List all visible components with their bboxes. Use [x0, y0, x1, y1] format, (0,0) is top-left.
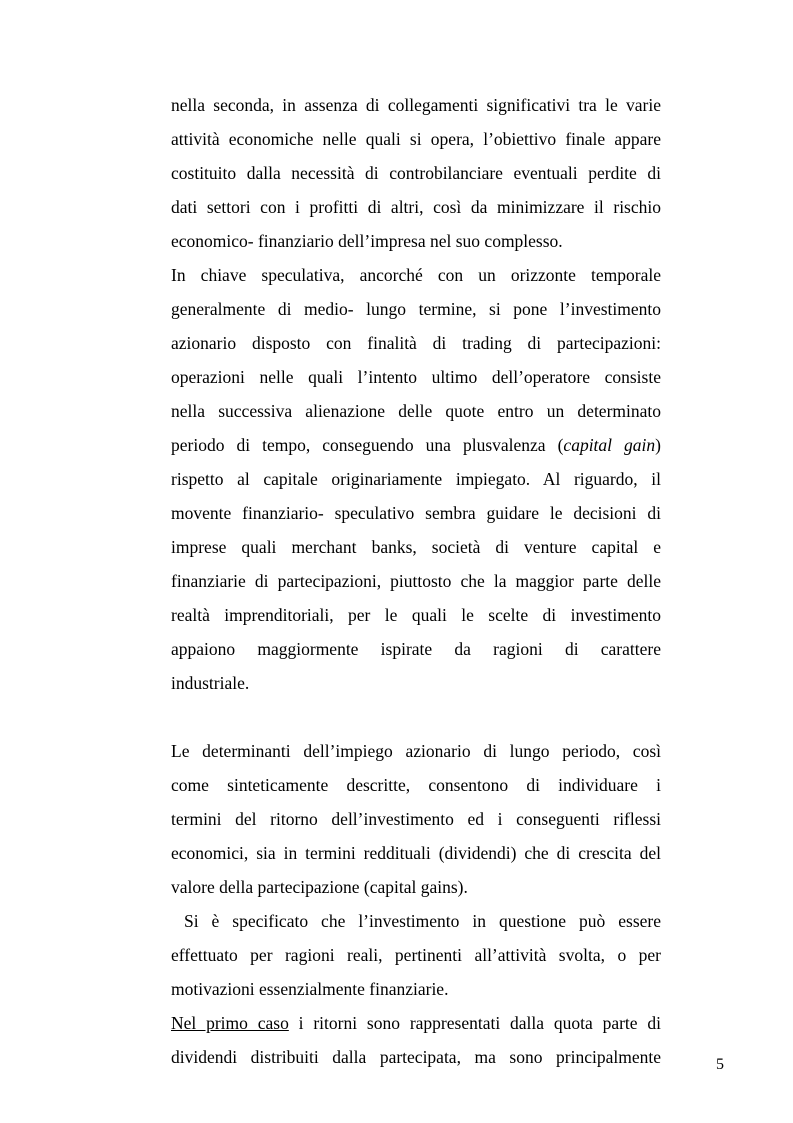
text-line: azionario disposto con finalità di trading di partecipazioni:: [171, 333, 661, 353]
text-line: economico- finanziario dell’impresa nel suo complesso.: [171, 231, 563, 251]
text-line: nella seconda, in assenza di collegamenti significativi tra le varie: [171, 95, 661, 115]
text-line: industriale.: [171, 673, 250, 693]
body-text: [171, 88, 661, 1074]
paragraph-spacer: [171, 700, 661, 734]
text-line: termini del ritorno dell’investimento ed i conseguenti riflessi: [171, 809, 661, 829]
text-line: Le determinanti dell’impiego azionario di lungo periodo, così: [171, 741, 661, 761]
text-line: generalmente di medio- lungo termine, si pone l’investimento: [171, 299, 661, 319]
text-line: finanziarie di partecipazioni, piuttosto che la maggior parte delle: [171, 571, 661, 591]
paragraph-1: [171, 88, 661, 258]
paragraph-2: [171, 258, 661, 700]
paragraph-3: [171, 734, 661, 904]
text-line: effettuato per ragioni reali, pertinenti all’attività svolta, o per: [171, 945, 661, 965]
text-segment: ): [655, 435, 661, 455]
text-line: operazioni nelle quali l’intento ultimo dell’operatore consiste: [171, 367, 661, 387]
italic-term: capital gain: [563, 435, 656, 455]
underlined-phrase: Nel primo caso: [171, 1013, 289, 1033]
paragraph-4: [171, 904, 661, 1006]
text-line-with-underline: [171, 1006, 661, 1040]
text-line: attività economiche nelle quali si opera, l’obiettivo finale appare: [171, 129, 661, 149]
text-line: valore della partecipazione (capital gains).: [171, 877, 468, 897]
text-line: come sinteticamente descritte, consentono di individuare i: [171, 775, 661, 795]
text-line: dati settori con i profitti di altri, così da minimizzare il rischio: [171, 197, 661, 217]
text-line: nella successiva alienazione delle quote entro un determinato: [171, 401, 661, 421]
text-segment: i ritorni sono rappresentati dalla quota parte di: [288, 1013, 661, 1033]
text-line: dividendi distribuiti dalla partecipata, ma sono principalmente: [171, 1047, 661, 1067]
text-line: In chiave speculativa, ancorché con un orizzonte temporale: [171, 265, 661, 285]
text-segment: periodo di tempo, conseguendo una plusvalenza (: [171, 435, 564, 455]
text-line: Si è specificato che l’investimento in questione può essere: [171, 911, 661, 931]
text-line-with-italic: [171, 428, 661, 462]
text-line: appaiono maggiormente ispirate da ragioni di carattere: [171, 639, 661, 659]
page-number: 5: [716, 1056, 724, 1073]
text-line: economici, sia in termini reddituali (dividendi) che di crescita del: [171, 843, 661, 863]
text-line: realtà imprenditoriali, per le quali le scelte di investimento: [171, 605, 661, 625]
text-line: motivazioni essenzialmente finanziarie.: [171, 979, 449, 999]
paragraph-5: [171, 1006, 661, 1074]
text-line: costituito dalla necessità di controbilanciare eventuali perdite di: [171, 163, 661, 183]
text-line: movente finanziario- speculativo sembra guidare le decisioni di: [171, 503, 661, 523]
text-line: rispetto al capitale originariamente impiegato. Al riguardo, il: [171, 469, 661, 489]
text-line: imprese quali merchant banks, società di venture capital e: [171, 537, 661, 557]
